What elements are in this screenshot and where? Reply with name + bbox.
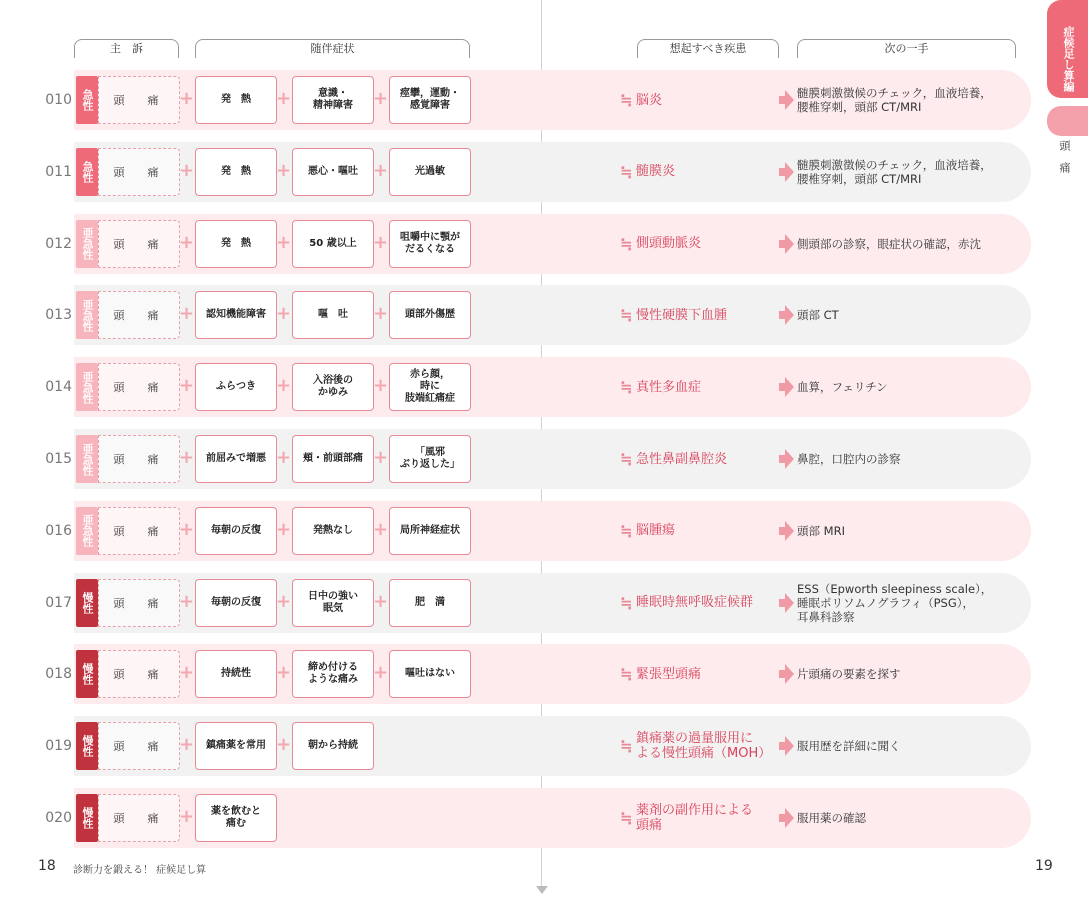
plus-icon: + — [276, 662, 292, 684]
row-018 — [45, 644, 1031, 704]
arrow-right-icon-head — [785, 736, 794, 756]
chief-complaint: 頭 痛 — [98, 650, 180, 698]
row-number: 015 — [45, 451, 72, 467]
symptom-box: 発熱なし — [292, 507, 374, 555]
plus-icon: + — [179, 806, 195, 827]
symptom-box: 鎮痛薬を常用 — [195, 722, 277, 770]
next-step: ESS（Epworth sleepiness scale）， 睡眠ポリソムノグラフィ（PSG）， 耳鼻科診察 — [797, 581, 993, 624]
symptom-box: 認知機能障害 — [195, 291, 277, 339]
topic-tab[interactable] — [1047, 106, 1088, 136]
header-disease: 想起すべき疾患 — [637, 39, 779, 58]
plus-icon: + — [179, 447, 195, 468]
next-step: 服用薬の確認 — [797, 811, 866, 825]
next-step: 血算，フェリチン — [797, 380, 888, 395]
symptom-box: 朝から持続 — [292, 722, 374, 770]
plus-icon: + — [179, 375, 195, 397]
next-step: 頭部 CT — [797, 308, 839, 323]
symptom-box: 発 熱 — [195, 148, 277, 196]
next-step: 片頭痛の要素を探す — [797, 667, 901, 682]
plus-icon: + — [276, 447, 292, 468]
symptom-box: 嘔 吐 — [292, 291, 374, 339]
arrow-right-icon-head — [785, 90, 794, 110]
chief-complaint: 頭 痛 — [98, 363, 180, 411]
approx-equal-icon: ≒ — [620, 450, 633, 468]
chief-complaint: 頭 痛 — [98, 291, 180, 339]
acuity-tag: 亜急性 — [76, 220, 98, 268]
header-next: 次の一手 — [797, 39, 1016, 58]
right-page-number: 19 — [1035, 858, 1053, 874]
disease-name: 睡眠時無呼吸症候群 — [636, 595, 754, 611]
next-step: 頭部 MRI — [797, 523, 845, 538]
arrow-right-icon-head — [785, 234, 794, 254]
arrow-right-icon-head — [785, 377, 794, 397]
symptom-box: 発 熱 — [195, 76, 277, 124]
acuity-tag: 亜急性 — [76, 507, 98, 555]
row-019 — [45, 716, 1031, 776]
next-step: 側頭部の診察，眼症状の確認，赤沈 — [797, 236, 981, 251]
row-number: 017 — [45, 594, 72, 611]
section-tab-label: 症候足し算編 — [1062, 26, 1075, 92]
plus-icon: + — [373, 662, 389, 684]
topic-tab-label: 頭 痛 — [1058, 140, 1071, 173]
plus-icon: + — [373, 88, 389, 109]
symptom-box: 赤ら顔， 時に 肢端紅痛症 — [389, 363, 471, 411]
plus-icon: + — [276, 159, 292, 181]
row-number: 016 — [45, 522, 72, 539]
row-012 — [45, 214, 1031, 274]
chief-complaint: 頭 痛 — [98, 579, 180, 627]
row-number: 020 — [45, 810, 72, 826]
approx-equal-icon: ≒ — [620, 737, 633, 756]
disease-name: 真性多血症 — [636, 379, 702, 395]
plus-icon: + — [276, 88, 292, 109]
acuity-tag: 亜急性 — [76, 291, 98, 339]
plus-icon: + — [276, 590, 292, 612]
chief-complaint: 頭 痛 — [98, 76, 180, 124]
plus-icon: + — [179, 88, 195, 109]
approx-equal-icon: ≒ — [620, 234, 633, 253]
symptom-box: 頬・前頭部痛 — [292, 435, 374, 483]
acuity-tag: 慢性 — [76, 794, 98, 842]
next-step: 髄膜刺激徴候のチェック，血液培養， 腰椎穿刺，頭部 CT/MRI — [797, 86, 992, 114]
approx-equal-icon: ≒ — [620, 521, 633, 540]
header-chief: 主 訴 — [74, 39, 179, 58]
disease-name: 慢性硬膜下血腫 — [636, 307, 728, 323]
symptom-box: 局所神経症状 — [389, 507, 471, 555]
row-number: 014 — [45, 379, 72, 396]
arrow-right-icon-head — [785, 162, 794, 182]
symptom-box: 意識・ 精神障害 — [292, 76, 374, 124]
plus-icon: + — [373, 231, 389, 253]
left-page-number: 18 — [38, 858, 56, 874]
plus-icon: + — [373, 375, 389, 397]
symptom-box: 頭部外傷歴 — [389, 291, 471, 339]
row-number: 018 — [45, 666, 72, 683]
disease-name: 鎮痛薬の過量服用に よる慢性頭痛（MOH） — [636, 731, 772, 762]
row-014 — [45, 357, 1031, 417]
approx-equal-icon: ≒ — [620, 378, 633, 397]
row-011 — [45, 142, 1031, 202]
approx-equal-icon: ≒ — [620, 593, 633, 612]
row-number: 011 — [45, 163, 72, 180]
plus-icon: + — [276, 303, 292, 325]
approx-equal-icon: ≒ — [620, 306, 633, 325]
plus-icon: + — [373, 159, 389, 181]
footer-book-title: 診断力を鍛える！ 症候足し算 — [73, 865, 207, 876]
plus-icon: + — [179, 518, 195, 540]
row-017 — [45, 573, 1031, 633]
symptom-box: 日中の強い 眠気 — [292, 579, 374, 627]
header-accompany: 随伴症状 — [195, 39, 470, 58]
disease-name: 急性鼻副鼻腔炎 — [636, 451, 728, 467]
plus-icon: + — [373, 518, 389, 540]
plus-icon: + — [276, 734, 292, 756]
arrow-right-icon-head — [785, 808, 794, 828]
plus-icon: + — [179, 662, 195, 684]
approx-equal-icon: ≒ — [620, 809, 633, 827]
plus-icon: + — [276, 518, 292, 540]
symptom-box: 前屈みで増悪 — [195, 435, 277, 483]
disease-name: 側頭動脈炎 — [636, 236, 702, 252]
plus-icon: + — [179, 159, 195, 181]
arrow-right-icon-head — [785, 449, 794, 469]
symptom-box: 咀嚼中に顎が だるくなる — [389, 220, 471, 268]
acuity-tag: 慢性 — [76, 650, 98, 698]
symptom-box: 発 熱 — [195, 220, 277, 268]
chief-complaint: 頭 痛 — [98, 794, 180, 842]
next-step: 髄膜刺激徴候のチェック，血液培養， 腰椎穿刺，頭部 CT/MRI — [797, 157, 992, 186]
acuity-tag: 急性 — [76, 148, 98, 196]
row-number: 019 — [45, 738, 72, 755]
chief-complaint: 頭 痛 — [98, 435, 180, 483]
symptom-box: 毎朝の反復 — [195, 579, 277, 627]
acuity-tag: 慢性 — [76, 579, 98, 627]
disease-name: 髄膜炎 — [636, 164, 676, 180]
plus-icon: + — [179, 734, 195, 756]
chief-complaint: 頭 痛 — [98, 507, 180, 555]
approx-equal-icon: ≒ — [620, 665, 633, 684]
arrow-right-icon-head — [785, 664, 794, 684]
symptom-box: 薬を飲むと 痛む — [195, 794, 277, 842]
symptom-box: 悪心・嘔吐 — [292, 148, 374, 196]
symptom-box: 持続性 — [195, 650, 277, 698]
symptom-box: 「風邪 ぶり返した」 — [389, 435, 471, 483]
plus-icon: + — [373, 590, 389, 612]
plus-icon: + — [276, 231, 292, 253]
symptom-box: 嘔吐はない — [389, 650, 471, 698]
row-number: 013 — [45, 307, 72, 324]
arrow-right-icon-head — [785, 305, 794, 325]
symptom-box: 毎朝の反復 — [195, 507, 277, 555]
disease-name: 薬剤の副作用による 頭痛 — [636, 803, 754, 833]
plus-icon: + — [179, 303, 195, 325]
disease-name: 脳腫瘍 — [636, 523, 676, 539]
symptom-box: 50 歳以上 — [292, 220, 374, 268]
row-010 — [45, 70, 1031, 130]
acuity-tag: 亜急性 — [76, 363, 98, 411]
symptom-box: 締め付ける ような痛み — [292, 650, 374, 698]
row-016 — [45, 501, 1031, 561]
row-013 — [45, 285, 1031, 345]
symptom-box: ふらつき — [195, 363, 277, 411]
approx-equal-icon: ≒ — [620, 162, 633, 181]
chief-complaint: 頭 痛 — [98, 722, 180, 770]
symptom-box: 光過敏 — [389, 148, 471, 196]
plus-icon: + — [373, 303, 389, 325]
chief-complaint: 頭 痛 — [98, 220, 180, 268]
disease-name: 緊張型頭痛 — [636, 666, 702, 682]
acuity-tag: 亜急性 — [76, 435, 98, 483]
row-number: 012 — [45, 235, 72, 252]
arrow-right-icon-head — [785, 593, 794, 613]
acuity-tag: 急性 — [76, 76, 98, 124]
plus-icon: + — [373, 447, 389, 468]
row-020 — [45, 788, 1031, 848]
acuity-tag: 慢性 — [76, 722, 98, 770]
arrow-right-icon-head — [785, 521, 794, 541]
plus-icon: + — [179, 231, 195, 253]
symptom-box: 入浴後の かゆみ — [292, 363, 374, 411]
symptom-box: 肥 満 — [389, 579, 471, 627]
symptom-box: 痙攣，運動・ 感覚障害 — [389, 76, 471, 124]
next-step: 服用歴を詳細に聞く — [797, 739, 901, 754]
plus-icon: + — [276, 375, 292, 397]
next-step: 鼻腔，口腔内の診察 — [797, 452, 901, 466]
row-number: 010 — [45, 92, 72, 108]
approx-equal-icon: ≒ — [620, 91, 633, 109]
disease-name: 脳炎 — [636, 92, 663, 108]
row-015 — [45, 429, 1031, 489]
spine-arrow-icon — [536, 886, 548, 894]
plus-icon: + — [179, 590, 195, 612]
chief-complaint: 頭 痛 — [98, 148, 180, 196]
